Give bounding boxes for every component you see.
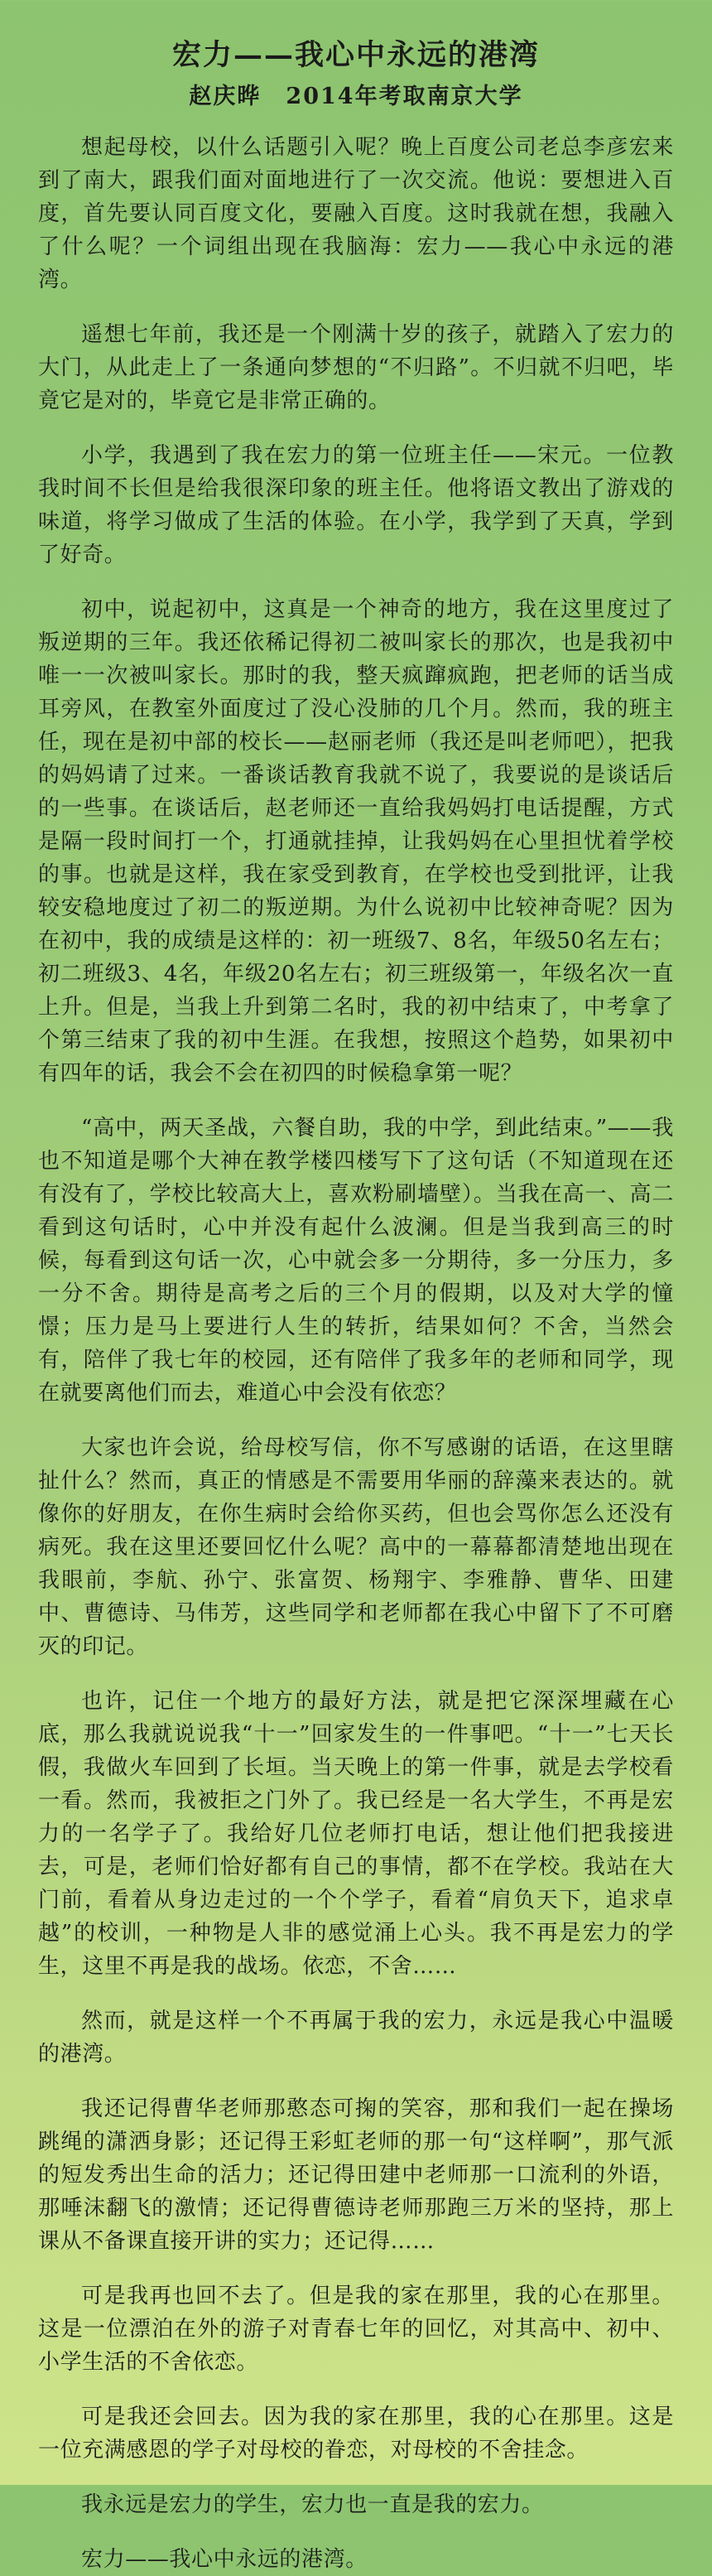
paragraph: 想起母校，以什么话题引入呢？晚上百度公司老总李彦宏来到了南大，跟我们面对面地进行了一次交流。他说：要想进入百度，首先要认同百度文化，要融入百度。这时我就在想，我融入了什么呢？一个词组出现在我脑海：宏力——我心中永远的港湾。 <box>38 135 674 292</box>
article-body <box>38 131 674 2576</box>
paragraph: 我永远是宏力的学生，宏力也一直是我的宏力。 <box>81 2492 544 2517</box>
paragraph: 可是我再也回不去了。但是我的家在那里，我的心在那里。这是一位漂泊在外的游子对青春七年的回忆，对其高中、初中、小学生活的不舍依恋。 <box>38 2284 674 2375</box>
author-name: 赵庆晔 <box>189 84 262 109</box>
paragraph: 我还记得曹华老师那憨态可掬的笑容，那和我们一起在操场跳绳的潇洒身影；还记得王彩虹老师的那一句“这样啊”，那气派的短发秀出生命的活力；还记得田建中老师那一口流利的外语，那唾沫翻飞的激情；还记得曹德诗老师那跑三万米的坚持，那上课从不备课直接开讲的实力；还记得…… <box>38 2096 674 2254</box>
paragraph: 大家也许会说，给母校写信，你不写感谢的话语，在这里瞎扯什么？然而，真正的情感是不需要用华丽的辞藻来表达的。就像你的好朋友，在你生病时会给你买药，但也会骂你怎么还没有病死。我在这里还要回忆什么呢？高中的一幕幕都清楚地出现在我眼前，李航、孙宁、张富贺、杨翔宇、李雅静、曹华、田建中、曹德诗、马伟芳，这些同学和老师都在我心中留下了不可磨灭的印记。 <box>38 1435 674 1659</box>
paragraph: 初中，说起初中，这真是一个神奇的地方，我在这里度过了叛逆期的三年。我还依稀记得初二被叫家长的那次，也是我初中唯一一次被叫家长。那时的我，整天疯蹿疯跑，把老师的话当成耳旁风，在教室外面度过了没心没肺的几个月。然而，我的班主任，现在是初中部的校长——赵丽老师（我还是叫老师吧），把我的妈妈请了过来。一番谈话教育我就不说了，我要说的是谈话后的一些事。在谈话后，赵老师还一直给我妈妈打电话提醒，方式是隔一段时间打一个，打通就挂掉，让我妈妈在心里担忧着学校的事。也就是这样，我在家受到教育，在学校也受到批评，让我较安稳地度过了初二的叛逆期。为什么说初中比较神奇呢？因为在初中，我的成绩是这样的：初一班级7、8名，年级50名左右；初二班级3、4名，年级20名左右；初三班级第一，年级名次一直上升。但是，当我上升到第二名时，我的初中结束了，中考拿了个第三结束了我的初中生涯。在我想，按照这个趋势，如果初中有四年的话，我会不会在初四的时候稳拿第一呢？ <box>38 597 674 1086</box>
paragraph: 也许，记住一个地方的最好方法，就是把它深深埋藏在心底，那么我就说说我“十一”回家发生的一件事吧。“十一”七天长假，我做火车回到了长垣。当天晚上的第一件事，就是去学校看一看。然而，我被拒之门外了。我已经是一名大学生，不再是宏力的一名学子了。我给好几位老师打电话，想让他们把我接进去，可是，老师们恰好都有自己的事情，都不在学校。我站在大门前，看着从身边走过的一个个学子，看着“肩负天下，追求卓越”的校训，一种物是人非的感觉涌上心头。我不再是宏力的学生，这里不再是我的战场。依恋，不舍…… <box>38 1689 674 1979</box>
paragraph: 可是我还会回去。因为我的家在那里，我的心在那里。这是一位充满感恩的学子对母校的眷恋，对母校的不舍挂念。 <box>38 2405 674 2463</box>
paragraph: 宏力——我心中永远的港湾。 <box>81 2547 368 2572</box>
paragraph: 小学，我遇到了我在宏力的第一位班主任——宋元。一位教我时间不长但是给我很深印象的班主任。他将语文教出了游戏的味道，将学习做成了生活的体验。在小学，我学到了天真，学到了好奇。 <box>38 443 674 567</box>
paragraph: 然而，就是这样一个不再属于我的宏力，永远是我心中温暖的港湾。 <box>38 2009 674 2067</box>
admission-info: 2014年考取南京大学 <box>286 84 523 109</box>
paragraph: “高中，两天圣战，六餐自助，我的中学，到此结束。”——我也不知道是哪个大神在教学楼四楼写下了这句话（不知道现在还有没有了，学校比较高大上，喜欢粉刷墙壁）。当我在高一、高二看到这句话时，心中并没有起什么波澜。但是当我到高三的时候，每看到这句话一次，心中就会多一分期待，多一分压力，多一分不舍。期待是高考之后的三个月的假期，以及对大学的憧憬；压力是马上要进行人生的转折，结果如何？不舍，当然会有，陪伴了我七年的校园，还有陪伴了我多年的老师和同学，现在就要离他们而去，难道心中会没有依恋？ <box>38 1116 674 1406</box>
article-title: 宏力——我心中永远的港湾 <box>171 38 540 72</box>
paragraph: 遥想七年前，我还是一个刚满十岁的孩子，就踏入了宏力的大门，从此走上了一条通向梦想的“不归路”。不归就不归吧，毕竟它是对的，毕竟它是非常正确的。 <box>38 322 674 413</box>
byline <box>38 81 674 113</box>
